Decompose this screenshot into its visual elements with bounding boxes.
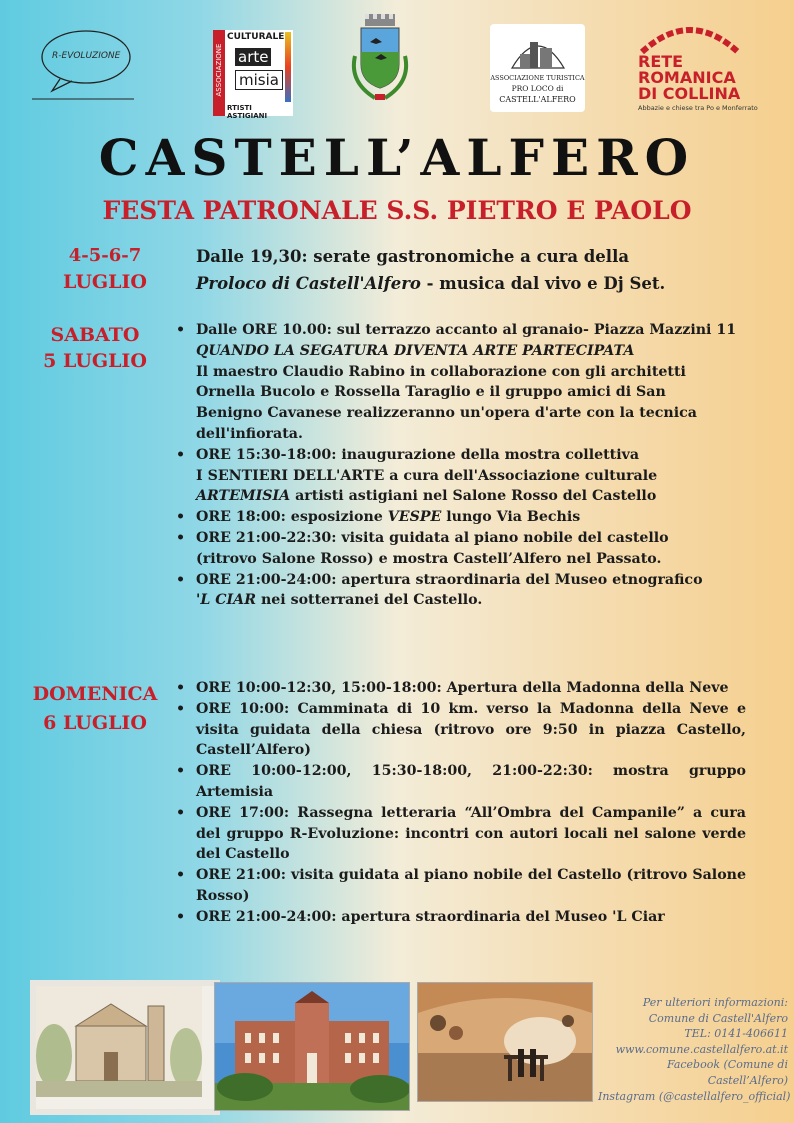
museum-photo-image <box>418 983 592 1101</box>
event-line: • ORE 21:00-22:30: visita guidata al piano nobile del castello <box>196 529 669 546</box>
event-line: I SENTIERI DELL'ARTE a cura dell'Associazione culturale <box>196 467 658 484</box>
event-italic: L CIAR <box>200 592 256 609</box>
intro-line-2 <box>196 270 686 297</box>
contact-info <box>598 995 791 1104</box>
church-drawing-image <box>36 986 202 1097</box>
saturday-event-2 <box>176 445 786 507</box>
page-subtitle: FESTA PATRONALE S.S. PIETRO E PAOLO <box>102 196 692 225</box>
info-instagram: Instagram (@castellalfero_official) <box>598 1089 791 1103</box>
event-text: ' <box>196 592 201 609</box>
revoluzione-logo-text: R-EVOLUZIONE <box>52 51 121 61</box>
photo-church-drawing <box>30 980 220 1115</box>
intro-line-2-rest: - musica dal vivo e Dj Set. <box>420 274 666 293</box>
intro-line-2-italic: Proloco di Castell'Alfero <box>196 274 421 293</box>
event-line: QUANDO LA SEGATURA DIVENTA ARTE PARTECIPATA <box>196 342 635 359</box>
intro-day-label-1: 4-5-6-7 <box>68 245 142 266</box>
event-line <box>196 486 786 507</box>
event-line: • Dalle ORE 10.00: sul terrazzo accanto al granaio- Piazza Mazzini 11 <box>196 322 737 338</box>
sunday-events <box>176 678 746 928</box>
proloco-castle-icon <box>508 28 568 72</box>
coat-of-arms <box>345 12 415 107</box>
rete-arch-icon <box>638 22 742 54</box>
photo-museum <box>417 982 593 1102</box>
intro-line-1: Dalle 19,30: serate gastronomiche a cura della <box>196 247 630 266</box>
saturday-event-1 <box>176 320 786 445</box>
event-italic: VESPE <box>387 509 442 526</box>
info-heading: Per ulteriori informazioni: <box>642 996 788 1009</box>
event-line: Ornella Bucolo e Rossella Taraglio e il gruppo amici di San <box>196 384 666 401</box>
event-text: ORE 18:00: esposizione <box>196 509 388 526</box>
sunday-event-3: • ORE 10:00-12:00, 15:30-18:00, 21:00-22:30: mostra gruppo Artemisia <box>176 761 746 803</box>
proloco-line-1: ASSOCIAZIONE TURISTICA <box>490 74 585 82</box>
info-facebook-1: Facebook (Comune di <box>666 1058 788 1072</box>
event-line: (ritrovo Salone Rosso) e mostra Castell’Alfero nel Passato. <box>196 550 662 567</box>
artemisia-bottom-text: RTISTI ASTIGIANI <box>227 104 268 120</box>
intro-text <box>196 243 686 297</box>
revoluzione-logo <box>30 25 140 105</box>
saturday-label-1: SABATO <box>50 324 140 346</box>
event-text: nei sotterranei del Castello. <box>256 592 483 609</box>
info-website: www.comune.castellalfero.at.it <box>615 1042 788 1056</box>
event-line: Benigno Cavanese realizzeranno un'opera d'arte con la tecnica <box>196 405 697 422</box>
event-italic: ARTEMISIA <box>196 488 291 505</box>
saturday-label <box>30 322 160 374</box>
sunday-label <box>22 680 168 738</box>
saturday-label-2: 5 LUGLIO <box>43 350 147 372</box>
saturday-event-5 <box>176 570 786 612</box>
castle-photo-image <box>215 983 409 1110</box>
photo-castle <box>214 982 410 1111</box>
event-line: • ORE 21:00-24:00: apertura straordinaria del Museo etnografico <box>196 571 703 588</box>
event-line: dell'infiorata. <box>196 425 303 442</box>
artemisia-side-text: ASSOCIAZIONE <box>215 43 223 97</box>
info-facebook-2: Castell’Alfero) <box>707 1073 788 1087</box>
page-title: CASTELL’ALFERO <box>98 128 696 187</box>
proloco-line-2: PRO LOCO di <box>511 84 564 93</box>
saturday-event-3 <box>176 507 786 528</box>
rete-romanica-logo <box>630 22 760 117</box>
sunday-event-5: • ORE 21:00: visita guidata al piano nobile del Castello (ritrovo Salone Rosso) <box>176 865 746 907</box>
proloco-logo <box>490 24 585 112</box>
info-phone: TEL: 0141-406611 <box>684 1027 788 1041</box>
sunday-label-2: 6 LUGLIO <box>43 712 147 734</box>
rete-line-1: RETE <box>638 52 684 71</box>
artemisia-side-bar <box>213 30 225 116</box>
sunday-event-6: • ORE 21:00-24:00: apertura straordinaria del Museo 'L Ciar <box>176 907 746 928</box>
artemisia-color-strip <box>285 32 291 102</box>
sunday-event-2: • ORE 10:00: Camminata di 10 km. verso la Madonna della Neve e visita guidata della chiesa (ritrovo ore 9:50 in piazza Castello, Castell’Alfero) <box>176 699 746 761</box>
rete-line-2: ROMANICA <box>638 68 736 87</box>
saturday-event-4 <box>176 528 786 570</box>
artemisia-logo <box>213 30 293 120</box>
artemisia-misia-text: misia <box>235 70 283 90</box>
saturday-events <box>176 320 786 611</box>
proloco-line-3: CASTELL'ALFERO <box>499 95 576 104</box>
event-text: artisti astigiani nel Salone Rosso del Castello <box>290 488 657 505</box>
rete-line-3: DI COLLINA <box>638 84 741 103</box>
sunday-event-4: • ORE 17:00: Rassegna letteraria “All’Ombra del Campanile” a cura del gruppo R-Evoluzione: incontri con autori locali nel salone verde del Castello <box>176 803 746 865</box>
rete-tagline: Abbazie e chiese tra Po e Monferrato <box>638 104 758 112</box>
event-line: Il maestro Claudio Rabino in collaborazione con gli architetti <box>196 363 686 380</box>
sunday-event-1: • ORE 10:00-12:30, 15:00-18:00: Apertura della Madonna della Neve <box>176 678 746 699</box>
event-line: • ORE 15:30-18:00: inaugurazione della mostra collettiva <box>196 446 640 463</box>
artemisia-top-text: CULTURALE <box>227 32 285 42</box>
intro-day-label <box>30 243 180 295</box>
event-line <box>196 590 786 611</box>
sunday-label-1: DOMENICA <box>32 683 158 705</box>
revoluzione-logo-graphic <box>30 25 140 105</box>
info-municipality: Comune di Castell'Alfero <box>648 1011 788 1025</box>
artemisia-arte-text: arte <box>235 48 271 66</box>
intro-day-label-2: LUGLIO <box>63 271 147 293</box>
coat-of-arms-emblem <box>345 12 415 107</box>
event-text: lungo Via Bechis <box>441 509 581 526</box>
